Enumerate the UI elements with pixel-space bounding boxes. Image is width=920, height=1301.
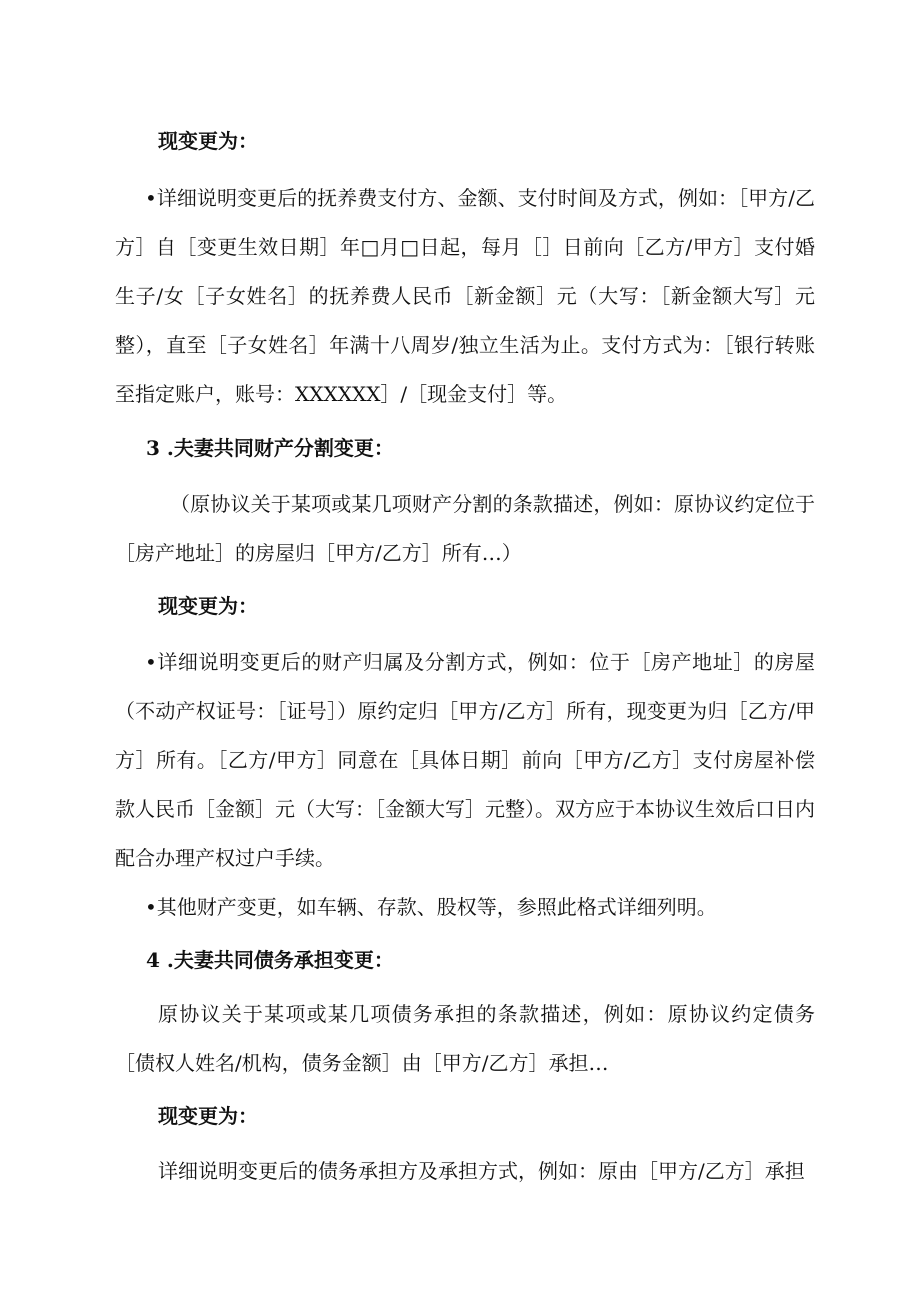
paragraph-property-change: •详细说明变更后的财产归属及分割方式，例如：位于［房产地址］的房屋（不动产权证号：［证号］）原约定归［甲方/乙方］所有，现变更为归［乙方/甲方］所有。［乙方/甲方］同意在［具体日期］前向［甲方/乙方］支付房屋补偿款人民币［金额］元（大写：［金额大写］元整）。双方应于本协议生效后口日内配合办理产权过户手续。 [115,650,815,870]
paragraph-original-property-clause: （原协议关于某项或某几项财产分割的条款描述，例如：原协议约定位于［房产地址］的房屋归［甲方/乙方］所有…） [115,492,815,565]
heading-change-to-1: 现变更为： [158,129,258,153]
heading-change-to-3: 现变更为： [158,1104,258,1128]
document-body [115,127,815,1196]
heading-section-4-debt: 4 .夫妻共同债务承担变更： [146,948,394,972]
heading-change-to-2: 现变更为： [158,594,258,618]
paragraph-child-support-change: •详细说明变更后的抚养费支付方、金额、支付时间及方式，例如：［甲方/乙方］自［变更生效日期］年□月□日起，每月［］日前向［乙方/甲方］支付婚生子/女［子女姓名］的抚养费人民币［新金额］元（大写：［新金额大写］元整），直至［子女姓名］年满十八周岁/独立生活为止。支付方式为：［银行转账至指定账户，账号：XXXXXX］/［现金支付］等。 [115,186,815,406]
heading-section-3-property: 3 .夫妻共同财产分割变更： [146,436,394,460]
paragraph-other-property: •其他财产变更，如车辆、存款、股权等，参照此格式详细列明。 [145,895,717,919]
paragraph-debt-change: 详细说明变更后的债务承担方及承担方式，例如：原由［甲方/乙方］承担 [158,1159,805,1183]
paragraph-original-debt-clause: 原协议关于某项或某几项债务承担的条款描述，例如：原协议约定债务［债权人姓名/机构，债务金额］由［甲方/乙方］承担… [115,1002,815,1075]
